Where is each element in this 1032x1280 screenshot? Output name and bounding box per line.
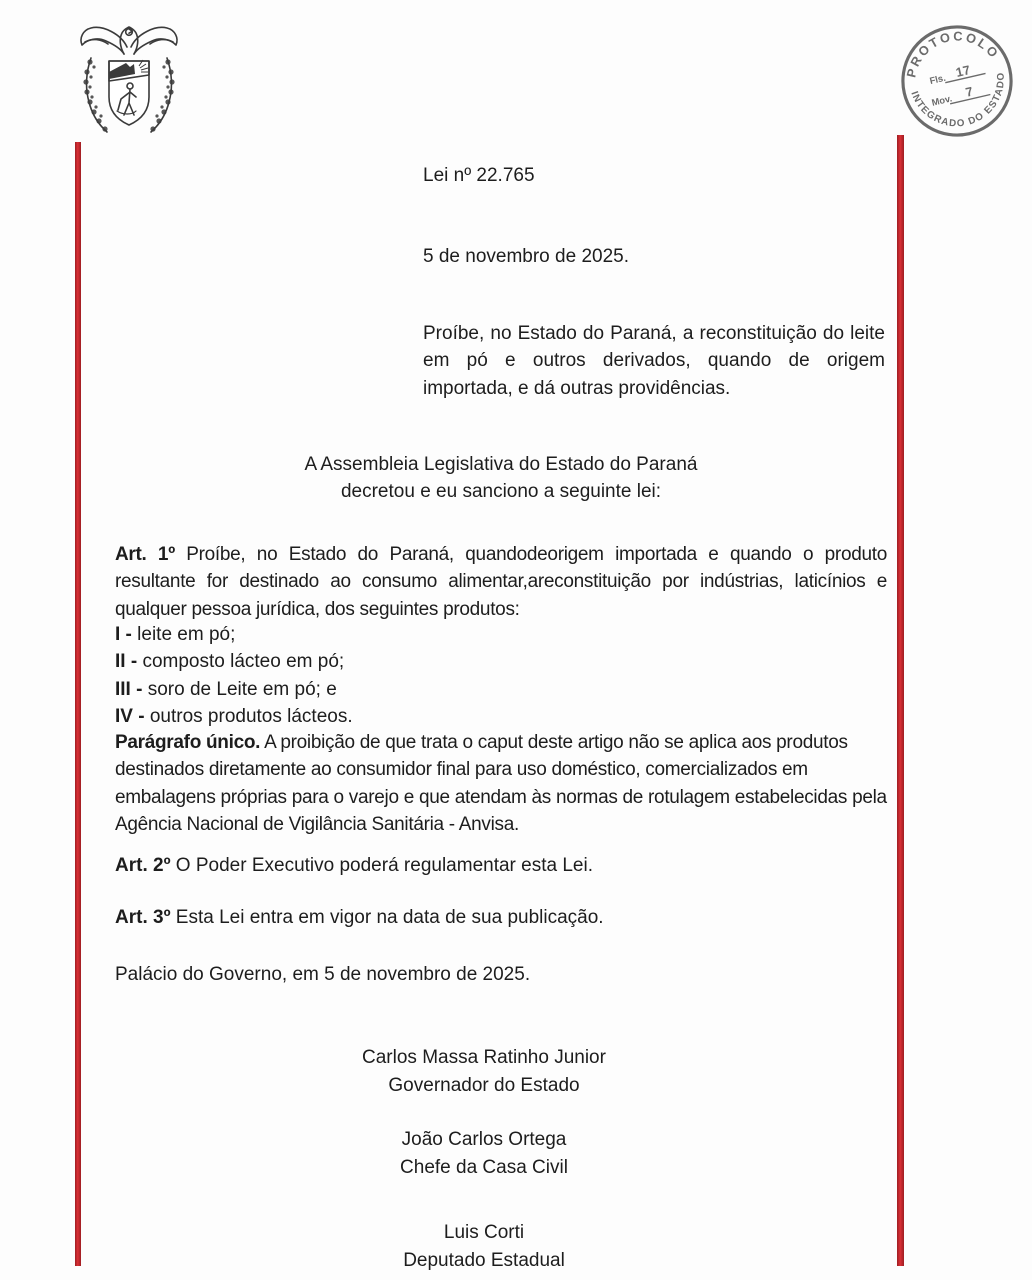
item-IV-numeral: IV - (115, 705, 145, 727)
article-2-label: Art. 2º (115, 855, 171, 876)
item-I (115, 621, 887, 648)
preamble-line-2: decretou e eu sanciono a seguinte lei: (340, 481, 662, 503)
item-IV (115, 703, 887, 730)
signature-name: Luis Corti (443, 1222, 525, 1243)
stamp-mov-label: Mov. (930, 93, 953, 108)
paragrafo-unico (115, 729, 887, 839)
article-3-text: Esta Lei entra em vigor na data de sua publicação. (175, 907, 604, 928)
svg-text:INTEGRADO DO ESTADO (908, 70, 1017, 140)
law-number: Lei nº 22.765 (423, 165, 535, 186)
law-date: 5 de novembro de 2025. (423, 246, 629, 267)
signature-governor (98, 1044, 870, 1100)
law-ementa: Proíbe, no Estado do Paraná, a reconstituição do leite em pó e outros derivados, quando de origem importada, e dá outras providências. (423, 323, 885, 399)
protocolo-integrado-stamp-icon (890, 14, 1023, 147)
article-3-label: Art. 3º (115, 907, 171, 928)
item-IV-text: outros produtos lácteos. (149, 705, 353, 727)
left-margin-rule (75, 142, 81, 1266)
article-2 (115, 852, 593, 879)
item-III (115, 676, 887, 703)
preamble-line-1: A Assembleia Legislativa do Estado do Paraná (304, 454, 698, 475)
signature-title: Chefe da Casa Civil (400, 1157, 568, 1178)
article-1-label: Art. 1º (115, 544, 175, 565)
signature-name: João Carlos Ortega (401, 1129, 567, 1150)
item-II-text: composto lácteo em pó; (142, 651, 345, 673)
closing-line: Palácio do Governo, em 5 de novembro de 2025. (115, 964, 531, 985)
item-I-numeral: I - (115, 624, 132, 645)
article-3 (115, 904, 604, 931)
stamp-bottom-arc-text: INTEGRADO DO ESTADO (908, 71, 1007, 130)
item-I-text: leite em pó; (137, 624, 236, 645)
paragrafo-unico-label: Parágrafo único. (115, 732, 261, 753)
document-body (115, 0, 887, 1280)
item-III-numeral: III - (115, 678, 143, 700)
article-1 (115, 541, 887, 623)
paragrafo-unico-text: A proibição de que trata o caput deste artigo não se aplica aos produtos destinados diretamente ao consumidor final para uso doméstico, comercializados em embalagens próprias para o varejo e que atendam às normas de rotulagem estabelecidas pela Agência Nacional de Vigilância Sanitária - Anvisa. (115, 732, 887, 836)
stamp-fls-value: 17 (954, 62, 972, 80)
signature-deputy (98, 1219, 870, 1275)
signature-title: Deputado Estadual (403, 1250, 565, 1271)
preamble (115, 451, 887, 506)
item-III-text: soro de Leite em pó; e (147, 678, 337, 700)
stamp-fls-label: Fls. (928, 72, 947, 87)
article-2-text: O Poder Executivo poderá regulamentar esta Lei. (175, 855, 593, 876)
signature-name: Carlos Massa Ratinho Junior (362, 1047, 606, 1068)
article-1-text: Proíbe, no Estado do Paraná, quandodeorigem importada e quando o produto resultante for destinado ao consumo alimentar,areconstituição por indústrias, laticínios e qualquer pessoa jurídica, dos seguintes produtos: (115, 544, 887, 620)
signature-chief-of-staff (98, 1126, 870, 1182)
article-1-items (115, 621, 887, 730)
item-II-numeral: II - (115, 651, 138, 673)
stamp-mov-value: 7 (964, 83, 975, 100)
stamp-top-arc-text: PROTOCOLO (903, 28, 1003, 79)
item-II (115, 648, 887, 675)
right-margin-rule (897, 135, 904, 1266)
signature-title: Governador do Estado (388, 1075, 580, 1096)
